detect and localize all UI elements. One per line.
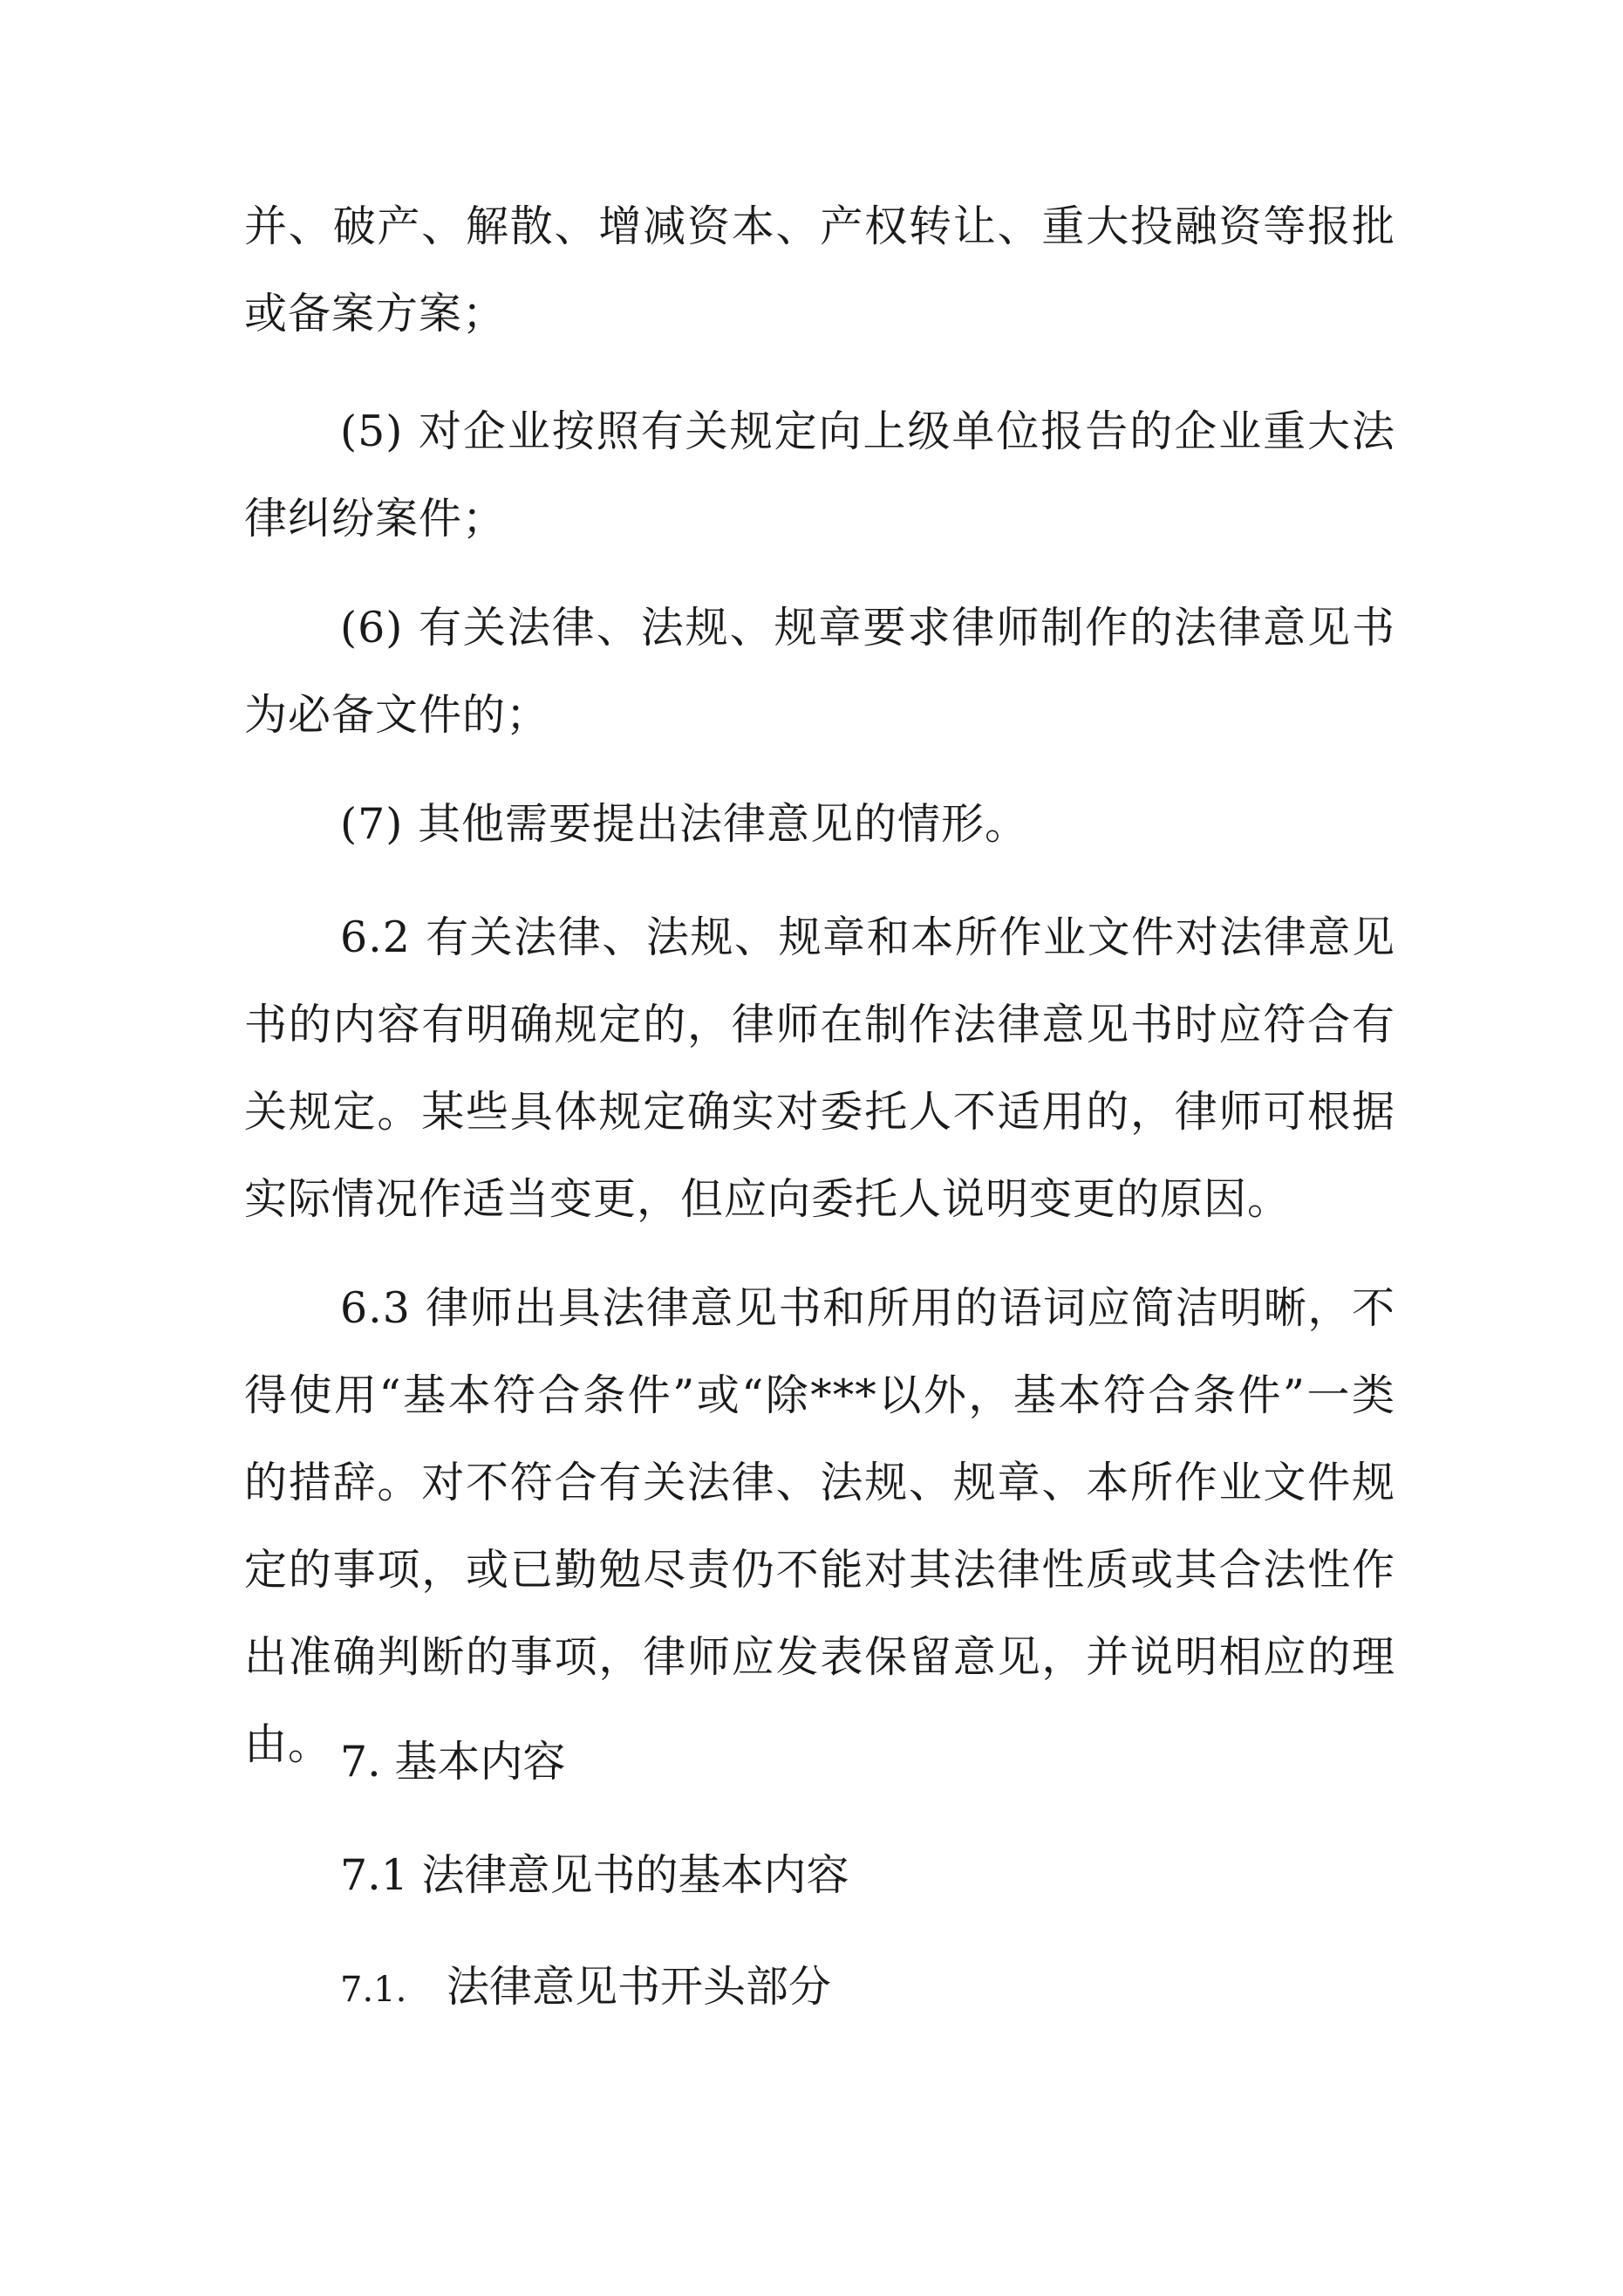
heading-7: 7. 基本内容 [340,1737,566,1787]
heading-7-1-1 [340,1944,831,2033]
paragraph-6-3: 6.3 律师出具法律意见书和所用的语词应简洁明晰，不得使用“基本符合条件”或“除***以外，基本符合条件”一类的措辞。对不符合有关法律、法规、规章、本所作业文件规定的事项，或已勤勉尽责仍不能对其法律性质或其合法性作出准确判断的事项，律师应发表保留意见，并说明相应的理由。 [244,1283,1395,1769]
paragraph-continuation: 并、破产、解散、增减资本、产权转让、重大投融资等报批或备案方案； [244,202,1395,338]
list-item-7: (7) 其他需要提出法律意见的情形。 [340,799,1028,849]
paragraph-6-2: 6.2 有关法律、法规、规章和本所作业文件对法律意见书的内容有明确规定的，律师在制作法律意见书时应符合有关规定。某些具体规定确实对委托人不适用的，律师可根据实际情况作适当变更，但应向委托人说明变更的原因。 [244,912,1395,1224]
heading-text: 法律意见书开头部分 [447,1962,832,2012]
heading-7-1: 7.1 法律意见书的基本内容 [340,1850,849,1900]
heading-number: 7.1. [340,1970,407,2010]
list-item-6: (6) 有关法律、法规、规章要求律师制作的法律意见书为必备文件的； [244,603,1395,740]
list-item-5: (5) 对企业按照有关规定向上级单位报告的企业重大法律纠纷案件； [244,407,1395,543]
